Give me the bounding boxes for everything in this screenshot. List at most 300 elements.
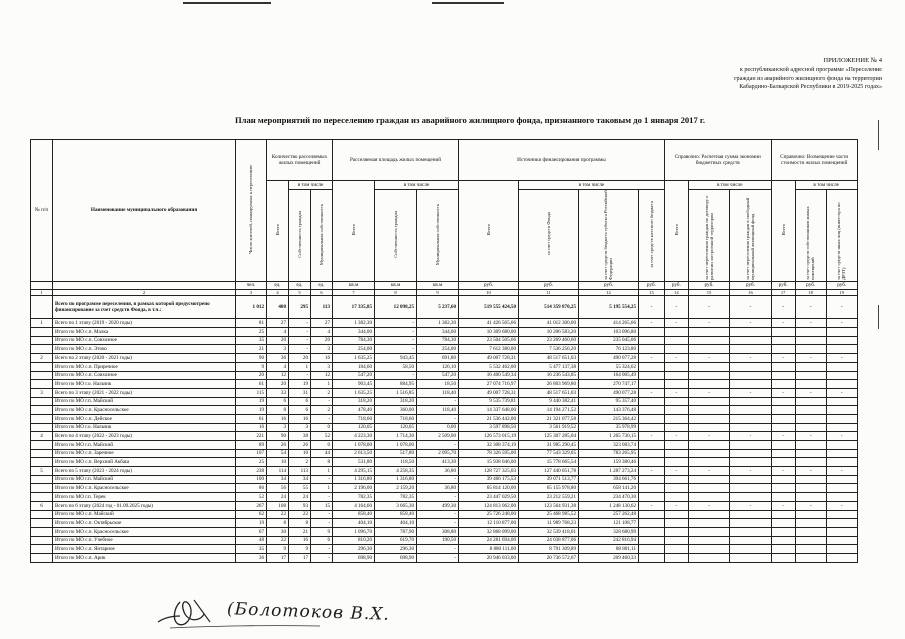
row-number bbox=[31, 536, 53, 545]
value-cell: 6 bbox=[289, 397, 311, 406]
value-cell: 4 164,60 bbox=[333, 501, 375, 510]
value-cell: 254,00 bbox=[417, 345, 459, 354]
value-cell: 4 223,30 bbox=[333, 432, 375, 441]
value-cell: - bbox=[795, 296, 826, 319]
value-cell: 115 bbox=[236, 388, 267, 397]
value-cell: - bbox=[771, 388, 795, 397]
value-cell bbox=[688, 441, 729, 450]
row-name: Итого по МО с.п. Октябрьское bbox=[53, 519, 236, 528]
unit-cell: руб. bbox=[639, 281, 665, 290]
column-number-cell: 10 bbox=[459, 290, 519, 296]
value-cell: 32 308 374,19 bbox=[459, 441, 519, 450]
value-cell: 10 bbox=[289, 449, 311, 458]
column-number-cell: 12 bbox=[579, 290, 639, 296]
value-cell: 20 bbox=[311, 336, 333, 345]
value-cell: 2 509,00 bbox=[417, 432, 459, 441]
appendix-line: Кабардино-Балкарской Республики в 2019-2025 годах» bbox=[739, 84, 882, 91]
value-cell bbox=[639, 406, 665, 415]
value-cell: 323 083,74 bbox=[579, 441, 639, 450]
value-cell: - bbox=[795, 432, 826, 441]
value-cell: 12 bbox=[311, 371, 333, 380]
value-cell bbox=[639, 545, 665, 554]
value-cell bbox=[664, 406, 688, 415]
value-cell bbox=[730, 345, 771, 354]
value-cell: 35 bbox=[236, 336, 267, 345]
value-cell: - bbox=[375, 345, 417, 354]
table-row bbox=[31, 423, 858, 432]
value-cell: 4 295,15 bbox=[333, 467, 375, 476]
value-cell bbox=[730, 519, 771, 528]
header-total: Всего bbox=[664, 181, 688, 282]
header-incl: в том числе bbox=[289, 181, 333, 190]
value-cell: 0 bbox=[311, 441, 333, 450]
header-incl: в том числе bbox=[795, 181, 857, 190]
value-cell: 9 bbox=[311, 527, 333, 536]
value-cell: 1 635,25 bbox=[333, 354, 375, 363]
table-row bbox=[31, 441, 858, 450]
value-cell: 5 237,60 bbox=[417, 296, 459, 319]
value-cell bbox=[664, 519, 688, 528]
header-subject-budget: за счет средств бюджета субъекта Российской Федерации bbox=[579, 189, 639, 281]
value-cell bbox=[795, 336, 826, 345]
value-cell bbox=[730, 423, 771, 432]
value-cell: 65 155 978,80 bbox=[519, 484, 579, 493]
row-number bbox=[31, 527, 53, 536]
value-cell: - bbox=[311, 553, 333, 562]
value-cell bbox=[688, 371, 729, 380]
value-cell: - bbox=[639, 354, 665, 363]
header-excess-2: за счет средств иных лиц (инвестора по ДРЗТ) bbox=[826, 189, 857, 281]
row-name: Итого по МО г.п. Майский bbox=[53, 475, 236, 484]
value-cell: 58,50 bbox=[375, 362, 417, 371]
value-cell: 62 bbox=[236, 510, 267, 519]
value-cell: 0 bbox=[311, 423, 333, 432]
value-cell bbox=[688, 414, 729, 423]
value-cell: 3 bbox=[289, 423, 311, 432]
value-cell bbox=[795, 406, 826, 415]
value-cell: 15 bbox=[311, 501, 333, 510]
value-cell: 77 543 329,05 bbox=[519, 449, 579, 458]
value-cell: 6 bbox=[267, 397, 289, 406]
value-cell: 296,30 bbox=[375, 545, 417, 554]
value-cell: - bbox=[289, 371, 311, 380]
row-number bbox=[31, 510, 53, 519]
value-cell: 209 460,33 bbox=[579, 553, 639, 562]
value-cell: 1 248 130,62 bbox=[579, 501, 639, 510]
value-cell: 787,90 bbox=[375, 527, 417, 536]
value-cell: 52 bbox=[311, 432, 333, 441]
row-name: Итого по МО г.п. Терек bbox=[53, 493, 236, 502]
value-cell: 1 bbox=[311, 467, 333, 476]
value-cell: - bbox=[639, 388, 665, 397]
table-row bbox=[31, 380, 858, 389]
value-cell: 4 bbox=[267, 328, 289, 337]
value-cell: 547,20 bbox=[417, 371, 459, 380]
value-cell: 257 262,48 bbox=[579, 510, 639, 519]
value-cell: 52 bbox=[236, 493, 267, 502]
value-cell bbox=[639, 371, 665, 380]
value-cell: - bbox=[417, 510, 459, 519]
value-cell bbox=[664, 362, 688, 371]
row-name: Итого по МО с.п. Учебное bbox=[53, 536, 236, 545]
unit-cell: руб. bbox=[795, 281, 826, 290]
value-cell: 782,35 bbox=[333, 493, 375, 502]
value-cell bbox=[771, 458, 795, 467]
column-number-cell: 18 bbox=[795, 290, 826, 296]
value-cell: 698,90 bbox=[333, 553, 375, 562]
value-cell: - bbox=[639, 501, 665, 510]
value-cell bbox=[771, 406, 795, 415]
value-cell: 4 258,35 bbox=[375, 467, 417, 476]
value-cell: 1 078,00 bbox=[375, 441, 417, 450]
value-cell: 478,40 bbox=[333, 406, 375, 415]
value-cell: 1 382,30 bbox=[417, 319, 459, 328]
value-cell bbox=[639, 493, 665, 502]
value-cell: 7 536 256,20 bbox=[519, 345, 579, 354]
value-cell: 93 bbox=[289, 501, 311, 510]
value-cell: 0,00 bbox=[417, 423, 459, 432]
value-cell bbox=[639, 527, 665, 536]
value-cell: 394 661,76 bbox=[579, 475, 639, 484]
header-residents: Число жителей, планируемых к переселению bbox=[236, 140, 267, 282]
value-cell bbox=[795, 362, 826, 371]
value-cell: 27 074 716,97 bbox=[459, 380, 519, 389]
value-cell: 20 bbox=[267, 380, 289, 389]
value-cell bbox=[771, 553, 795, 562]
value-cell: 2 bbox=[311, 388, 333, 397]
value-cell bbox=[688, 484, 729, 493]
value-cell: 8 880 111,00 bbox=[459, 545, 519, 554]
value-cell: 360,00 bbox=[375, 406, 417, 415]
value-cell: 32 539 418,01 bbox=[519, 527, 579, 536]
value-cell bbox=[771, 475, 795, 484]
row-name: Итого по МО с.п. Приречное bbox=[53, 362, 236, 371]
row-number: 5 bbox=[31, 467, 53, 476]
value-cell bbox=[730, 449, 771, 458]
header-rooms-group: Количество расселяемых жилых помещений bbox=[267, 140, 333, 181]
value-cell bbox=[771, 536, 795, 545]
value-cell: 20 bbox=[267, 336, 289, 345]
value-cell: 89 bbox=[236, 441, 267, 450]
value-cell: - bbox=[664, 296, 688, 319]
value-cell: 23 447 029,50 bbox=[459, 493, 519, 502]
value-cell bbox=[795, 380, 826, 389]
value-cell bbox=[795, 328, 826, 337]
table-row bbox=[31, 536, 858, 545]
row-number bbox=[31, 545, 53, 554]
row-name: Итого по МО с.п. Верхний Акбаш bbox=[53, 458, 236, 467]
value-cell: 1 012 bbox=[236, 296, 267, 319]
value-cell bbox=[664, 545, 688, 554]
row-name: Итого по МО с.п. Арик bbox=[53, 553, 236, 562]
value-cell bbox=[730, 553, 771, 562]
value-cell bbox=[826, 371, 857, 380]
value-cell: 26 bbox=[267, 441, 289, 450]
column-number-cell: 4 bbox=[267, 290, 289, 296]
value-cell: 128 727 325,03 bbox=[459, 467, 519, 476]
value-cell: 3 bbox=[267, 345, 289, 354]
value-cell bbox=[664, 493, 688, 502]
value-cell: 35 978,99 bbox=[579, 423, 639, 432]
value-cell: 48 bbox=[236, 536, 267, 545]
row-number: 4 bbox=[31, 432, 53, 441]
value-cell: 127 440 051,78 bbox=[519, 467, 579, 476]
value-cell: 242 816,94 bbox=[579, 536, 639, 545]
value-cell bbox=[664, 553, 688, 562]
value-cell bbox=[664, 336, 688, 345]
unit-cell: кв.м bbox=[333, 281, 375, 290]
value-cell: 718,60 bbox=[333, 414, 375, 423]
value-cell: 61 bbox=[236, 380, 267, 389]
value-cell bbox=[795, 545, 826, 554]
unit-cell: ед. bbox=[267, 281, 289, 290]
value-cell bbox=[826, 493, 857, 502]
value-cell bbox=[795, 397, 826, 406]
value-cell: 26 803 969,80 bbox=[519, 380, 579, 389]
value-cell: 3 665,30 bbox=[375, 501, 417, 510]
value-cell: 34 bbox=[267, 475, 289, 484]
row-number bbox=[31, 336, 53, 345]
row-number bbox=[31, 493, 53, 502]
value-cell: 41 012 300,00 bbox=[519, 319, 579, 328]
value-cell bbox=[826, 449, 857, 458]
header-economy-group: Справочно: Расчетная сумма экономии бюджетных средств bbox=[664, 140, 771, 181]
value-cell bbox=[771, 519, 795, 528]
value-cell: 658 141,20 bbox=[579, 484, 639, 493]
value-cell: 118,40 bbox=[417, 388, 459, 397]
value-cell: 78 326 595,00 bbox=[459, 449, 519, 458]
value-cell: 159 380,46 bbox=[579, 458, 639, 467]
value-cell bbox=[730, 362, 771, 371]
value-cell: 3 bbox=[267, 423, 289, 432]
value-cell: 190,50 bbox=[417, 536, 459, 545]
value-cell: 120,05 bbox=[375, 423, 417, 432]
column-number-cell: 16 bbox=[730, 290, 771, 296]
value-cell bbox=[826, 519, 857, 528]
column-number-cell: 6 bbox=[311, 290, 333, 296]
value-cell bbox=[688, 406, 729, 415]
value-cell: 1 382,30 bbox=[333, 319, 375, 328]
value-cell: 810,20 bbox=[333, 536, 375, 545]
header-local-budget: за счет средств местного бюджета bbox=[639, 189, 665, 281]
value-cell: - bbox=[311, 414, 333, 423]
row-name: Итого по МО с.п. Майский bbox=[53, 510, 236, 519]
value-cell: 4 bbox=[311, 328, 333, 337]
value-cell: 19 bbox=[289, 380, 311, 389]
value-cell: 531,80 bbox=[333, 458, 375, 467]
value-cell: - bbox=[795, 388, 826, 397]
value-cell bbox=[795, 414, 826, 423]
row-number bbox=[31, 328, 53, 337]
value-cell: 1 265 730,15 bbox=[579, 432, 639, 441]
value-cell: 254,00 bbox=[333, 345, 375, 354]
resettlement-plan-table bbox=[30, 139, 858, 563]
value-cell bbox=[730, 406, 771, 415]
value-cell: 11 989 768,23 bbox=[519, 519, 579, 528]
row-number: 2 bbox=[31, 354, 53, 363]
value-cell: 36,80 bbox=[417, 484, 459, 493]
value-cell: 858,40 bbox=[375, 510, 417, 519]
column-number-cell: 15 bbox=[688, 290, 729, 296]
value-cell bbox=[826, 458, 857, 467]
value-cell: - bbox=[826, 296, 857, 319]
header-citizens-prop: Собственность граждан bbox=[289, 189, 311, 281]
value-cell bbox=[664, 527, 688, 536]
value-cell: 782,35 bbox=[375, 493, 417, 502]
unit-cell: руб. bbox=[771, 281, 795, 290]
value-cell: 16 bbox=[289, 414, 311, 423]
value-cell: 17 bbox=[289, 553, 311, 562]
value-cell: 14 337 648,00 bbox=[459, 406, 519, 415]
value-cell bbox=[639, 328, 665, 337]
value-cell: 55 324,62 bbox=[579, 362, 639, 371]
value-cell: 344,00 bbox=[417, 328, 459, 337]
value-cell: 619,70 bbox=[375, 536, 417, 545]
value-cell: 3 bbox=[311, 345, 333, 354]
value-cell bbox=[688, 336, 729, 345]
value-cell bbox=[639, 536, 665, 545]
row-number bbox=[31, 484, 53, 493]
value-cell bbox=[826, 336, 857, 345]
value-cell: - bbox=[417, 545, 459, 554]
value-cell: 718,60 bbox=[375, 414, 417, 423]
value-cell: 1 096,70 bbox=[333, 527, 375, 536]
value-cell: 25 726 248,00 bbox=[459, 510, 519, 519]
value-cell bbox=[826, 536, 857, 545]
value-cell bbox=[826, 475, 857, 484]
value-cell: - bbox=[826, 354, 857, 363]
table-row bbox=[31, 397, 858, 406]
value-cell bbox=[771, 371, 795, 380]
value-cell bbox=[771, 510, 795, 519]
value-cell: 126,10 bbox=[417, 362, 459, 371]
row-number bbox=[31, 553, 53, 562]
value-cell bbox=[688, 519, 729, 528]
value-cell: - bbox=[730, 501, 771, 510]
value-cell: 2 095,70 bbox=[417, 449, 459, 458]
value-cell: - bbox=[664, 432, 688, 441]
value-cell: 517,80 bbox=[375, 449, 417, 458]
value-cell: 234 470,30 bbox=[579, 493, 639, 502]
value-cell: 490 077,28 bbox=[579, 388, 639, 397]
value-cell: 1 516,85 bbox=[375, 388, 417, 397]
row-name: Итого по МО с.п. Дейское bbox=[53, 414, 236, 423]
row-name: Итого по МО с.п. Этоко bbox=[53, 345, 236, 354]
value-cell bbox=[639, 336, 665, 345]
value-cell: - bbox=[826, 467, 857, 476]
value-cell: - bbox=[311, 397, 333, 406]
header-fund: за счет средств Фонда bbox=[519, 189, 579, 281]
value-cell bbox=[664, 484, 688, 493]
value-cell: - bbox=[771, 354, 795, 363]
value-cell bbox=[795, 423, 826, 432]
value-cell: 24 038 877,06 bbox=[519, 536, 579, 545]
value-cell: 20 736 572,67 bbox=[519, 553, 579, 562]
value-cell: 21 bbox=[289, 527, 311, 536]
value-cell: 107 bbox=[236, 449, 267, 458]
value-cell: 1 bbox=[289, 362, 311, 371]
value-cell: 8 791 309,89 bbox=[519, 545, 579, 554]
value-cell bbox=[664, 371, 688, 380]
value-cell bbox=[795, 493, 826, 502]
header-name: Наименование муниципального образования bbox=[53, 140, 236, 282]
value-cell: - bbox=[664, 319, 688, 328]
value-cell bbox=[688, 328, 729, 337]
value-cell bbox=[664, 458, 688, 467]
value-cell: 2 196,00 bbox=[333, 484, 375, 493]
column-number-cell: 11 bbox=[519, 290, 579, 296]
value-cell: 164 005,49 bbox=[579, 371, 639, 380]
unit-cell: чел. bbox=[236, 281, 267, 290]
value-cell: - bbox=[771, 432, 795, 441]
row-number bbox=[31, 414, 53, 423]
row-name: Всего по 3 этапу (2021 - 2022 годы) bbox=[53, 388, 236, 397]
value-cell: - bbox=[730, 388, 771, 397]
value-cell: 36,80 bbox=[417, 467, 459, 476]
header-incl: в том числе bbox=[688, 181, 771, 190]
value-cell bbox=[639, 397, 665, 406]
value-cell: 25 bbox=[236, 328, 267, 337]
value-cell: 16 bbox=[267, 414, 289, 423]
value-cell: 41 426 565,66 bbox=[459, 319, 519, 328]
value-cell bbox=[688, 449, 729, 458]
value-cell bbox=[795, 484, 826, 493]
value-cell: - bbox=[375, 371, 417, 380]
value-cell: - bbox=[826, 319, 857, 328]
value-cell: 903,45 bbox=[333, 380, 375, 389]
value-cell bbox=[664, 423, 688, 432]
value-cell: - bbox=[795, 467, 826, 476]
value-cell: 328 680,99 bbox=[579, 527, 639, 536]
value-cell: 30 bbox=[267, 527, 289, 536]
value-cell: - bbox=[826, 501, 857, 510]
value-cell bbox=[664, 380, 688, 389]
row-number bbox=[31, 380, 53, 389]
value-cell: - bbox=[664, 501, 688, 510]
value-cell: 76 123,80 bbox=[579, 345, 639, 354]
value-cell: 55 bbox=[289, 484, 311, 493]
value-cell: 344,00 bbox=[333, 328, 375, 337]
value-cell: 16 bbox=[311, 354, 333, 363]
header-num: № п/п bbox=[31, 140, 53, 282]
value-cell bbox=[730, 493, 771, 502]
value-cell bbox=[664, 328, 688, 337]
value-cell: 118,40 bbox=[417, 406, 459, 415]
value-cell: - bbox=[771, 501, 795, 510]
header-municipal-prop: Муниципальная собственность bbox=[311, 189, 333, 281]
value-cell: 35 bbox=[236, 545, 267, 554]
value-cell bbox=[688, 475, 729, 484]
value-cell: 2 bbox=[289, 458, 311, 467]
value-cell: 691,80 bbox=[417, 354, 459, 363]
value-cell bbox=[730, 397, 771, 406]
unit-cell: руб. bbox=[459, 281, 519, 290]
value-cell: 9 535 739,81 bbox=[459, 397, 519, 406]
column-number-cell: 1 bbox=[31, 290, 53, 296]
value-cell: 24 bbox=[267, 493, 289, 502]
value-cell: 39 071 513,77 bbox=[519, 475, 579, 484]
value-cell: 1 635,25 bbox=[333, 388, 375, 397]
unit-cell: руб. bbox=[579, 281, 639, 290]
value-cell: - bbox=[795, 354, 826, 363]
value-cell: 5 195 554,25 bbox=[579, 296, 639, 319]
value-cell bbox=[730, 484, 771, 493]
row-name: Итого по МО г.о. Нальчик bbox=[53, 380, 236, 389]
table-row bbox=[31, 458, 858, 467]
value-cell: - bbox=[771, 467, 795, 476]
value-cell bbox=[826, 423, 857, 432]
value-cell: 519 555 424,50 bbox=[459, 296, 519, 319]
